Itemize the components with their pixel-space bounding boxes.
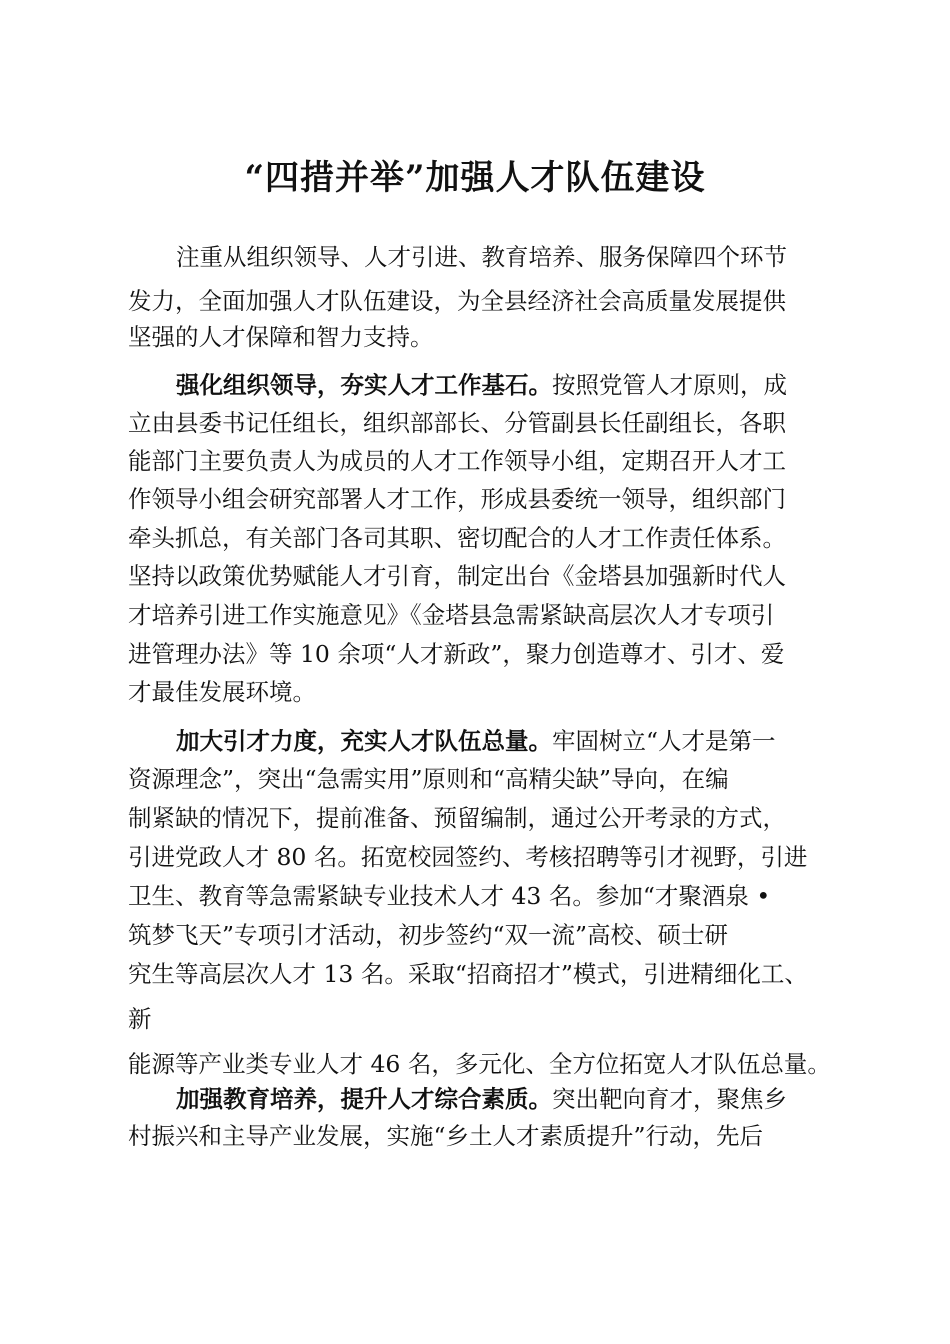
text-line: 能源等产业类专业人才 46 名，多元化、全方位拓宽人才队伍总量。	[128, 1050, 831, 1078]
section-heading: 强化组织领导，夯实人才工作基石。	[176, 371, 552, 399]
text-segment: 牢固树立“人才是第一	[552, 727, 776, 755]
text-line: 牵头抓总，有关部门各司其职、密切配合的人才工作责任体系。	[128, 524, 786, 552]
text-segment: 突出靶向育才，聚焦乡	[552, 1085, 787, 1113]
paragraph-first-line	[176, 1084, 787, 1114]
section-heading: 加大引才力度，充实人才队伍总量。	[176, 727, 552, 755]
text-line: 新	[128, 1005, 152, 1033]
text-line: 筑梦飞天”专项引才活动，初步签约“双一流”高校、硕士研	[128, 921, 729, 949]
text-line: 立由县委书记任组长，组织部部长、分管副县长任副组长，各职	[128, 409, 786, 437]
text-line: 能部门主要负责人为成员的人才工作领导小组，定期召开人才工	[128, 447, 786, 475]
text-line: 才最佳发展环境。	[128, 678, 316, 706]
paragraph-first-line	[176, 726, 776, 756]
text-line: 卫生、教育等急需紧缺专业技术人才 43 名。参加“才聚酒泉 •	[128, 882, 771, 910]
text-line: 发力，全面加强人才队伍建设，为全县经济社会高质量发展提供	[128, 287, 786, 315]
text-line: 引进党政人才 80 名。拓宽校园签约、考核招聘等引才视野，引进	[128, 843, 808, 871]
text-line: 才培养引进工作实施意见》《金塔县急需紧缺高层次人才专项引	[128, 601, 775, 629]
text-line: 坚持以政策优势赋能人才引育，制定出台《金塔县加强新时代人	[128, 562, 786, 590]
text-line: 坚强的人才保障和智力支持。	[128, 323, 434, 351]
paragraph-first-line	[176, 370, 787, 400]
document-title: “四措并举”加强人才队伍建设	[244, 158, 706, 198]
text-segment: 按照党管人才原则，成	[552, 371, 787, 399]
text-line: 作领导小组会研究部署人才工作，形成县委统一领导，组织部门	[128, 485, 786, 513]
text-line: 进管理办法》等 10 余项“人才新政”，聚力创造尊才、引才、爱	[128, 640, 785, 668]
text-line: 究生等高层次人才 13 名。采取“招商招才”模式，引进精细化工、	[128, 960, 808, 988]
text-line: 资源理念”，突出“急需实用”原则和“高精尖缺”导向，在编	[128, 765, 729, 793]
text-line: 村振兴和主导产业发展，实施“乡土人才素质提升”行动，先后	[128, 1122, 764, 1150]
text-line: 注重从组织领导、人才引进、教育培养、服务保障四个环节	[176, 243, 787, 271]
text-line: 制紧缺的情况下，提前准备、预留编制，通过公开考录的方式，	[128, 804, 786, 832]
section-heading: 加强教育培养，提升人才综合素质。	[176, 1085, 552, 1113]
